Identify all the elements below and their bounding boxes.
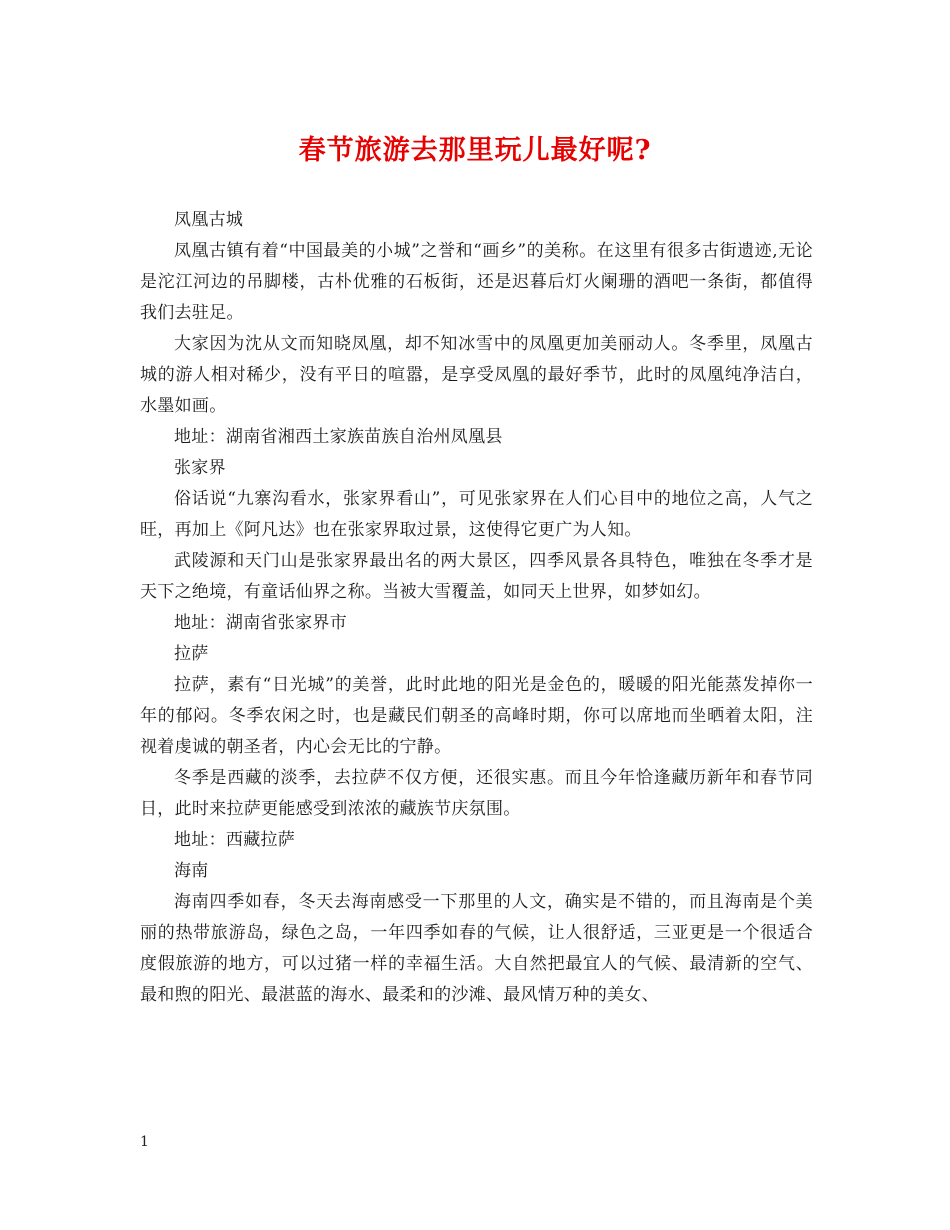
paragraph: 冬季是西藏的淡季，去拉萨不仅方便，还很实惠。而且今年恰逢藏历新年和春节同日，此时来拉萨更能感受到浓浓的藏族节庆氛围。: [140, 768, 813, 819]
page-number: 1: [140, 1134, 149, 1150]
document-body: [140, 205, 813, 1011]
paragraph: 大家因为沈从文而知晓凤凰，却不知冰雪中的凤凰更加美丽动人。冬季里，凤凰古城的游人相对稀少，没有平日的喧嚣，是享受凤凰的最好季节，此时的凤凰纯净洁白，水墨如画。: [140, 334, 813, 416]
paragraph: 凤凰古镇有着“中国最美的小城”之誉和“画乡”的美称。在这里有很多古街遗迹,无论是沱江河边的吊脚楼，古朴优雅的石板街，还是迟暮后灯火阑珊的酒吧一条街，都值得我们去驻足。: [140, 241, 813, 323]
paragraph: 张家界: [174, 458, 226, 478]
paragraph: 俗话说“九寨沟看水，张家界看山”，可见张家界在人们心目中的地位之高，人气之旺，再加上《阿凡达》也在张家界取过景，这使得它更广为人知。: [140, 489, 813, 540]
paragraph: 海南: [174, 861, 209, 881]
paragraph: 拉萨: [174, 644, 209, 664]
paragraph: 武陵源和天门山是张家界最出名的两大景区，四季风景各具特色，唯独在冬季才是天下之绝境，有童话仙界之称。当被大雪覆盖，如同天上世界，如梦如幻。: [140, 551, 813, 602]
paragraph: 地址：湖南省湘西土家族苗族自治州凤凰县: [174, 427, 503, 447]
paragraph: 凤凰古城: [174, 210, 244, 230]
document-title: 春节旅游去那里玩儿最好呢?: [298, 135, 652, 166]
paragraph: 地址：西藏拉萨: [174, 830, 296, 850]
paragraph: 海南四季如春，冬天去海南感受一下那里的人文，确实是不错的，而且海南是个美丽的热带旅游岛，绿色之岛，一年四季如春的气候，让人很舒适，三亚更是一个很适合度假旅游的地方，可以过猪一样的幸福生活。大自然把最宜人的气候、最清新的空气、最和煦的阳光、最湛蓝的海水、最柔和的沙滩、最风情万种的美女、: [140, 892, 813, 1005]
paragraph: 地址：湖南省张家界市: [174, 613, 347, 633]
paragraph: 拉萨，素有“日光城”的美誉，此时此地的阳光是金色的，暖暖的阳光能蒸发掉你一年的郁闷。冬季农闲之时，也是藏民们朝圣的高峰时期，你可以席地而坐晒着太阳，注视着虔诚的朝圣者，内心会无比的宁静。: [140, 675, 813, 757]
